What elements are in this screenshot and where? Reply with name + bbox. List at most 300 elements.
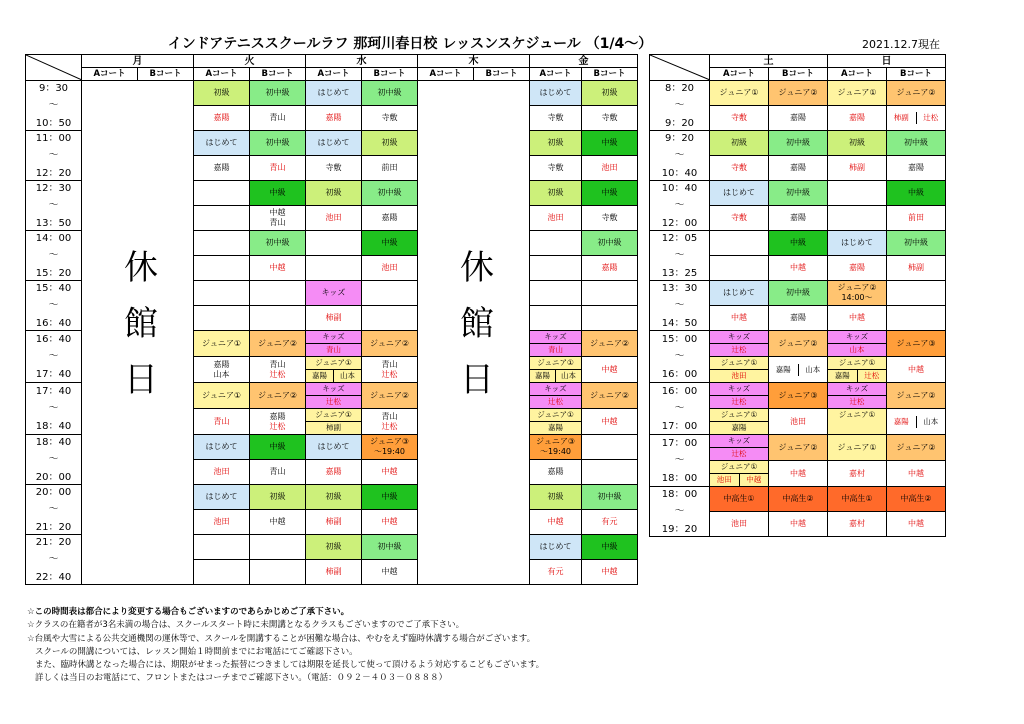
class-cell[interactable]: [306, 81, 362, 106]
instructor-cell: [306, 106, 362, 131]
time-text: 9：30: [38, 82, 69, 94]
cell-text: 中級: [381, 238, 398, 247]
class-cell[interactable]: [582, 231, 638, 256]
instructor-cell: [769, 461, 828, 487]
cell-text: 嘉陽: [790, 313, 806, 322]
instructor-cell: [828, 306, 887, 331]
cell-text: ジュニア②: [896, 390, 936, 400]
class-cell[interactable]: [250, 535, 306, 560]
cell-text: 嘉陽: [790, 113, 806, 122]
time-cell: [650, 435, 710, 487]
instructor-cell: [887, 306, 946, 331]
court-b: Bコート: [582, 68, 638, 81]
cell-text: 中級: [381, 492, 398, 501]
instructor-cell: [306, 510, 362, 535]
class-cell[interactable]: [582, 383, 638, 409]
cell-text: はじめて: [723, 288, 755, 297]
class-cell[interactable]: [887, 487, 946, 512]
class-cell[interactable]: [582, 131, 638, 156]
time-text: 14：50: [661, 317, 698, 329]
cell-text: 中越: [601, 364, 618, 374]
cell-class: ジュニア①: [537, 410, 574, 419]
cell-part: キッズ: [727, 384, 751, 393]
time-text: 18：40: [35, 436, 72, 448]
instructor-pair: [887, 112, 945, 124]
class-cell[interactable]: [530, 535, 582, 560]
cell-text: ジュニア②: [369, 338, 409, 348]
cell-text: 初中級: [786, 288, 810, 297]
instructor-name: 嘉陽: [269, 411, 286, 421]
class-cell[interactable]: [250, 231, 306, 256]
class-cell[interactable]: [530, 131, 582, 156]
instructor-pair: [828, 369, 886, 382]
instructor-cell: [582, 560, 638, 585]
class-cell[interactable]: [306, 231, 362, 256]
closed-cell-mon: [82, 81, 194, 585]
time-text: 17：40: [35, 385, 72, 397]
cell-part: 嘉陽: [710, 421, 768, 434]
class-cell[interactable]: [362, 81, 418, 106]
class-cell[interactable]: [582, 181, 638, 206]
instructor-cell: [582, 206, 638, 231]
instructor-pair: [250, 360, 305, 380]
time-range: [26, 536, 81, 584]
instructor-cell: [582, 256, 638, 281]
class-cell[interactable]: [362, 231, 418, 256]
cell-text: 池田: [213, 467, 230, 476]
class-cell[interactable]: [306, 383, 362, 409]
time-text: 22：40: [35, 571, 72, 583]
time-text: 16：00: [661, 385, 698, 397]
cell-text: はじめて: [317, 442, 350, 451]
instructor-cell: [194, 106, 250, 131]
cell-text: 初級: [849, 138, 865, 147]
cell-text: 中越: [731, 313, 747, 322]
cell-text: 柿副: [325, 567, 342, 576]
court-a: Aコート: [710, 68, 769, 81]
class-cell[interactable]: [769, 81, 828, 106]
instructor-cell: [582, 156, 638, 181]
cell-part: キッズ: [727, 436, 751, 445]
time-text: 10：40: [661, 167, 698, 179]
class-cell[interactable]: [887, 81, 946, 106]
instructor-name: 嘉陽: [535, 371, 550, 380]
instructor-pair: [306, 369, 361, 382]
instructor-cell: [306, 256, 362, 281]
class-cell[interactable]: [194, 131, 250, 156]
time-text: 13：25: [661, 267, 698, 279]
class-cell[interactable]: [362, 181, 418, 206]
class-cell[interactable]: [710, 487, 769, 512]
class-cell[interactable]: [710, 181, 769, 206]
cell-text: 初級: [213, 88, 230, 97]
class-cell[interactable]: [194, 281, 250, 306]
class-cell[interactable]: [828, 181, 887, 206]
class-cell[interactable]: [769, 181, 828, 206]
time-text: 11：00: [35, 132, 72, 144]
time-text: ～: [674, 250, 685, 261]
weekend-schedule-table: [649, 54, 946, 537]
class-cell[interactable]: [530, 281, 582, 306]
time-text: ～: [48, 250, 59, 261]
instructor-cell: [194, 206, 250, 231]
time-text: ～: [674, 506, 685, 517]
instructor-pair: [362, 360, 417, 380]
cell-text: 中級: [601, 188, 618, 197]
instructor-cell: [887, 409, 946, 435]
cell-text: 池田: [601, 163, 618, 172]
class-cell[interactable]: [362, 535, 418, 560]
class-cell[interactable]: [887, 181, 946, 206]
time-cell: [26, 81, 82, 131]
class-cell[interactable]: [250, 383, 306, 409]
cell-class: ジュニア①: [315, 410, 352, 419]
instructor-cell: [769, 206, 828, 231]
class-cell[interactable]: [769, 487, 828, 512]
class-cell[interactable]: [306, 331, 362, 357]
class-cell[interactable]: [887, 383, 946, 409]
instructor-cell: [306, 306, 362, 331]
class-cell[interactable]: [769, 331, 828, 357]
class-cell[interactable]: [362, 131, 418, 156]
class-cell[interactable]: [194, 81, 250, 106]
class-cell[interactable]: [250, 131, 306, 156]
class-cell[interactable]: [710, 131, 769, 156]
class-cell[interactable]: [250, 331, 306, 357]
class-cell[interactable]: [250, 435, 306, 460]
instructor-cell: [194, 357, 250, 383]
instructor-cell: [530, 206, 582, 231]
instructor-name: 青山: [381, 411, 398, 421]
note-line: スクールの開講については、レッスン開始１時間前までにお電話にてご確認下さい。: [35, 646, 358, 657]
instructor-cell: [250, 156, 306, 181]
time-range: [650, 437, 709, 485]
class-cell[interactable]: [306, 435, 362, 460]
instructor-cell: [194, 256, 250, 281]
instructor-cell: [306, 357, 362, 383]
cell-text: 初級: [601, 88, 618, 97]
class-cell[interactable]: [887, 131, 946, 156]
time-cell: [650, 281, 710, 331]
class-cell[interactable]: [582, 435, 638, 460]
cell-text: 青山: [269, 163, 286, 172]
cell-text: 嘉陽: [381, 213, 398, 222]
slot-row: [26, 81, 638, 106]
class-cell[interactable]: [710, 331, 769, 357]
instructor-cell: [828, 409, 887, 435]
class-cell[interactable]: [769, 383, 828, 409]
instructor-name: 辻松: [916, 112, 946, 124]
class-cell[interactable]: [710, 435, 769, 461]
cell-text: 初中級: [597, 492, 622, 501]
class-cell[interactable]: [530, 231, 582, 256]
court-a: Aコート: [82, 68, 138, 81]
instructor-cell: [362, 206, 418, 231]
time-text: 19：20: [661, 523, 698, 535]
class-cell[interactable]: [250, 281, 306, 306]
time-text: 12：30: [35, 182, 72, 194]
class-cell[interactable]: [530, 331, 582, 357]
instructor-name: 辻松: [306, 395, 361, 408]
cell-class: ジュニア①: [537, 358, 574, 367]
class-cell[interactable]: [710, 383, 769, 409]
instructor-cell: [530, 256, 582, 281]
instructor-cell: [362, 409, 418, 435]
cell-text: 中級: [601, 138, 618, 147]
instructor-cell: [769, 512, 828, 537]
cell-text: 初中級: [265, 238, 290, 247]
instructor-name: 中越: [739, 474, 769, 486]
instructor-pair: [710, 473, 768, 486]
cell-text: はじめて: [317, 88, 350, 97]
cell-time-note: ～19:40: [373, 447, 406, 456]
time-text: 18：40: [35, 420, 72, 432]
class-cell[interactable]: [194, 181, 250, 206]
cell-part: キッズ: [727, 332, 751, 341]
class-cell[interactable]: [306, 181, 362, 206]
instructor-name: 辻松: [269, 369, 286, 379]
cell-text: 中越: [908, 468, 924, 478]
cell-text: 初級: [325, 188, 342, 197]
note-line: ☆この時間表は都合により変更する場合もございますのであらかじめご了承下さい。: [27, 607, 350, 617]
cell-text: ジュニア③: [896, 338, 936, 348]
time-text: 13：50: [35, 217, 72, 229]
closed-label: 休館日: [117, 248, 158, 417]
class-cell[interactable]: [887, 231, 946, 256]
cell-text: 嘉陽: [790, 213, 806, 222]
time-cell: [650, 383, 710, 435]
class-cell[interactable]: [530, 81, 582, 106]
cell-text: 初級: [547, 492, 564, 501]
class-cell[interactable]: [828, 131, 887, 156]
instructor-cell: [710, 461, 769, 487]
instructor-cell: [250, 357, 306, 383]
time-range: [650, 385, 709, 433]
cell-part: 池田: [710, 369, 768, 382]
class-cell[interactable]: [306, 485, 362, 510]
day-mon: 月: [82, 55, 194, 68]
instructor-pair: [769, 364, 827, 376]
update-date: 2021.12.7現在: [862, 38, 940, 51]
cell-part: ジュニア①: [720, 358, 758, 367]
time-text: ～: [674, 351, 685, 362]
class-cell[interactable]: [530, 485, 582, 510]
class-cell[interactable]: [828, 383, 887, 409]
instructor-cell: [250, 106, 306, 131]
class-cell[interactable]: [887, 435, 946, 461]
class-cell[interactable]: [582, 331, 638, 357]
class-cell[interactable]: [530, 181, 582, 206]
class-cell[interactable]: [582, 535, 638, 560]
instructor-cell: [887, 256, 946, 281]
time-text: ～: [674, 300, 685, 311]
instructor-cell: [530, 156, 582, 181]
time-cell: [650, 131, 710, 181]
time-cell: [26, 485, 82, 535]
instructor-pair: [887, 416, 945, 428]
instructor-cell: [710, 106, 769, 131]
cell-text: 池田: [325, 213, 342, 222]
class-cell[interactable]: [828, 231, 887, 256]
cell-text: ジュニア②: [896, 88, 936, 97]
cell-text: 中高生②: [900, 494, 932, 503]
day-sun: 日: [828, 55, 946, 68]
time-text: 10：40: [661, 182, 698, 194]
class-cell[interactable]: [828, 487, 887, 512]
class-cell[interactable]: [250, 81, 306, 106]
cell-text: 柿副: [908, 263, 924, 272]
class-cell[interactable]: [828, 281, 887, 306]
cell-text: 前田: [908, 213, 924, 222]
time-text: 21：20: [35, 521, 72, 533]
class-cell[interactable]: [710, 81, 769, 106]
class-cell[interactable]: [828, 331, 887, 357]
cell-class: キッズ: [322, 384, 345, 393]
court-a: Aコート: [194, 68, 250, 81]
cell-text: 寺敷: [547, 163, 564, 172]
cell-text: 寺敷: [731, 213, 747, 222]
cell-text: ジュニア②: [778, 442, 818, 452]
cell-text: 初級: [325, 492, 342, 501]
time-text: 16：00: [661, 368, 698, 380]
instructor-cell: [250, 560, 306, 585]
cell-text: 中級: [790, 238, 806, 247]
closed-cell-thu: [418, 81, 530, 585]
cell-text: はじめて: [205, 492, 238, 501]
cell-text: 中越: [547, 517, 564, 526]
instructor-pair: [362, 412, 417, 432]
cell-text: ジュニア②: [257, 390, 297, 400]
time-text: 12：00: [661, 217, 698, 229]
class-cell[interactable]: [769, 231, 828, 256]
class-cell[interactable]: [710, 231, 769, 256]
class-cell[interactable]: [250, 181, 306, 206]
instructor-name: 青山: [269, 218, 286, 227]
instructor-cell: [828, 357, 887, 383]
time-text: 17：00: [661, 420, 698, 432]
instructor-cell: [250, 460, 306, 485]
time-range: [650, 333, 709, 381]
time-text: ～: [48, 100, 59, 111]
instructor-name: 池田: [716, 475, 732, 484]
class-cell[interactable]: [194, 535, 250, 560]
class-cell[interactable]: [887, 331, 946, 357]
time-text: ～: [674, 455, 685, 466]
cell-text: 初中級: [786, 188, 810, 197]
cell-class: キッズ: [544, 332, 567, 341]
cell-text: 中高生①: [723, 494, 755, 503]
cell-text: 中越: [790, 468, 806, 478]
time-text: ～: [48, 454, 59, 465]
cell-text: 中越: [908, 364, 924, 374]
cell-text: 嘉陽: [790, 163, 806, 172]
class-cell[interactable]: [362, 435, 418, 460]
class-cell[interactable]: [582, 281, 638, 306]
instructor-cell: [769, 106, 828, 131]
notes: [27, 606, 727, 686]
class-cell[interactable]: [362, 281, 418, 306]
class-cell[interactable]: [194, 231, 250, 256]
class-cell[interactable]: [530, 383, 582, 409]
cell-text: 嘉陽: [908, 163, 924, 172]
cell-text: 中越: [601, 567, 618, 576]
cell-text: 中越: [269, 517, 286, 526]
class-cell[interactable]: [362, 331, 418, 357]
cell-text: 中越: [908, 519, 924, 528]
class-cell[interactable]: [887, 281, 946, 306]
cell-text: 初中級: [904, 238, 928, 247]
time-text: 16：40: [35, 333, 72, 345]
instructor-cell: [530, 357, 582, 383]
instructor-cell: [194, 510, 250, 535]
class-cell[interactable]: [828, 435, 887, 461]
class-cell[interactable]: [828, 81, 887, 106]
class-cell[interactable]: [769, 281, 828, 306]
class-cell[interactable]: [362, 383, 418, 409]
time-range: [26, 333, 81, 381]
weekend-body: [650, 81, 946, 537]
instructor-name: 山本: [555, 370, 581, 382]
class-cell[interactable]: [194, 383, 250, 409]
cell-text: 柿副: [325, 313, 342, 322]
instructor-cell: [828, 156, 887, 181]
instructor-name: 辻松: [381, 369, 398, 379]
class-cell[interactable]: [362, 485, 418, 510]
class-cell[interactable]: [194, 485, 250, 510]
time-text: ～: [674, 200, 685, 211]
class-cell[interactable]: [582, 485, 638, 510]
class-cell[interactable]: [194, 331, 250, 357]
cell-text: 中越: [790, 263, 806, 272]
class-cell[interactable]: [769, 435, 828, 461]
class-cell[interactable]: [306, 281, 362, 306]
weekday-schedule-table: [25, 54, 638, 585]
instructor-cell: [582, 409, 638, 435]
class-cell[interactable]: [250, 485, 306, 510]
cell-text: 柿副: [325, 517, 342, 526]
instructor-cell: [769, 256, 828, 281]
cell-part: 辻松: [710, 447, 768, 460]
cell-text: ジュニア②: [369, 390, 409, 400]
court-b: Bコート: [362, 68, 418, 81]
instructor-cell: [887, 512, 946, 537]
cell-text: 中級: [601, 542, 618, 551]
cell-part: ジュニア①: [838, 410, 876, 419]
instructor-cell: [887, 156, 946, 181]
class-cell[interactable]: [769, 131, 828, 156]
class-cell[interactable]: [306, 535, 362, 560]
cell-text: はじめて: [205, 138, 238, 147]
class-cell[interactable]: [194, 435, 250, 460]
cell-text: キッズ: [321, 288, 346, 297]
instructor-cell: [250, 510, 306, 535]
cell-text: 嘉陽: [849, 113, 865, 122]
instructor-name: 柿副: [893, 113, 909, 122]
instructor-cell: [828, 256, 887, 281]
instructor-cell: [582, 106, 638, 131]
class-cell[interactable]: [710, 281, 769, 306]
time-text: 15：20: [35, 267, 72, 279]
instructor-cell: [710, 206, 769, 231]
class-cell[interactable]: [530, 435, 582, 460]
cell-time-note: 14:00～: [841, 293, 873, 302]
class-cell[interactable]: [582, 81, 638, 106]
class-cell[interactable]: [306, 131, 362, 156]
time-range: [26, 132, 81, 180]
cell-text: はじめて: [205, 442, 238, 451]
instructor-cell: [250, 256, 306, 281]
cell-part: キッズ: [845, 384, 869, 393]
